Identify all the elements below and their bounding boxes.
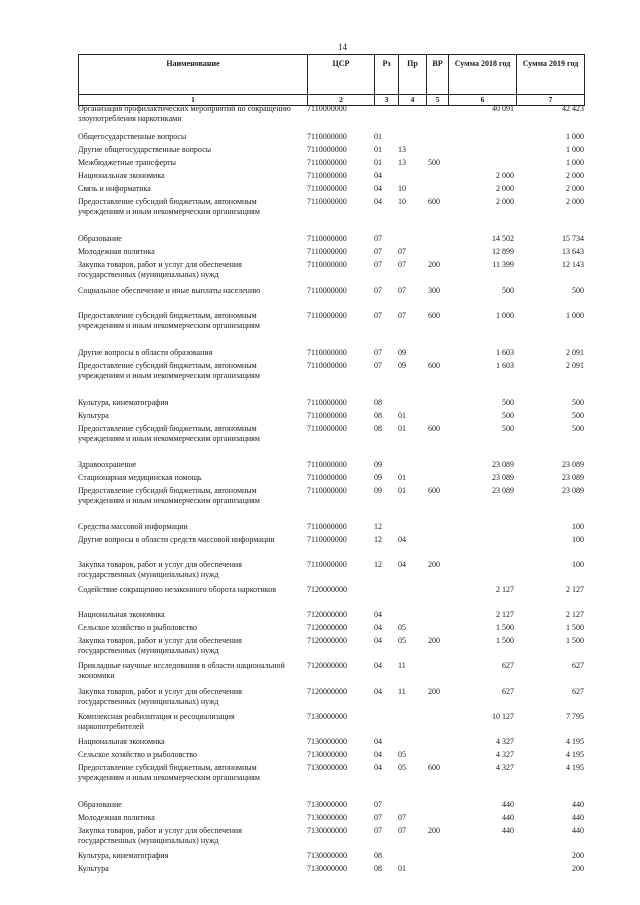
cell-rz: 01: [374, 132, 382, 141]
cell-pr: 01: [398, 473, 406, 482]
cell-pr: 07: [398, 286, 406, 295]
cell-rz: 01: [374, 158, 382, 167]
cell-pr: 01: [398, 864, 406, 873]
cell-s19: 440: [572, 813, 584, 822]
cell-rz: 04: [374, 763, 382, 772]
cell-name: Закупка товаров, работ и услуг для обеспечения государственных (муниципальных) нужд: [78, 687, 242, 706]
cell-pr: 01: [398, 411, 406, 420]
cell-csr: 7110000000: [307, 560, 347, 569]
cell-name: Сельское хозяйство и рыболовство: [78, 623, 198, 632]
cell-name: Культура: [78, 411, 109, 420]
cell-csr: 7110000000: [307, 348, 347, 357]
cell-s18: 440: [502, 813, 514, 822]
cell-vr: 600: [428, 486, 440, 495]
cell-s19: 2 091: [566, 348, 584, 357]
cell-pr: 09: [398, 348, 406, 357]
cell-s19: 100: [572, 560, 584, 569]
cell-s19: 4 195: [566, 737, 584, 746]
header-csr: ЦСР: [308, 55, 375, 95]
cell-s18: 2 000: [496, 171, 514, 180]
header-number-2: 2: [308, 95, 375, 106]
cell-csr: 7120000000: [307, 610, 347, 619]
cell-s19: 2 127: [566, 585, 584, 594]
cell-s18: 2 000: [496, 184, 514, 193]
cell-name: Прикладные научные исследования в области национальной экономики: [78, 661, 285, 680]
cell-csr: 7120000000: [307, 687, 347, 696]
cell-rz: 04: [374, 184, 382, 193]
cell-name: Другие вопросы в области образования: [78, 348, 213, 357]
cell-s18: 23 089: [492, 486, 514, 495]
cell-rz: 09: [374, 473, 382, 482]
header-number-1: 1: [79, 95, 308, 106]
cell-pr: 04: [398, 535, 406, 544]
cell-rz: 04: [374, 623, 382, 632]
cell-name: Молодежная политика: [78, 813, 155, 822]
cell-rz: 07: [374, 247, 382, 256]
cell-s19: 1 000: [566, 311, 584, 320]
cell-s18: 1 500: [496, 623, 514, 632]
cell-s19: 440: [572, 800, 584, 809]
cell-vr: 200: [428, 260, 440, 269]
cell-s19: 12 143: [562, 260, 584, 269]
cell-name: Другие вопросы в области средств массовой информации: [78, 535, 275, 544]
cell-s19: 4 195: [566, 750, 584, 759]
cell-s18: 627: [502, 687, 514, 696]
cell-pr: 01: [398, 486, 406, 495]
cell-csr: 7130000000: [307, 864, 347, 873]
cell-s19: 7 795: [566, 712, 584, 721]
cell-rz: 07: [374, 286, 382, 295]
cell-s18: 40 091: [492, 104, 514, 113]
cell-s18: 23 089: [492, 460, 514, 469]
cell-pr: 07: [398, 813, 406, 822]
cell-s19: 200: [572, 851, 584, 860]
cell-s19: 100: [572, 522, 584, 531]
cell-rz: 04: [374, 197, 382, 206]
cell-rz: 07: [374, 348, 382, 357]
cell-name: Межбюджетные трансферты: [78, 158, 176, 167]
cell-s19: 200: [572, 864, 584, 873]
cell-csr: 7110000000: [307, 145, 347, 154]
cell-pr: 05: [398, 636, 406, 645]
cell-s19: 1 000: [566, 132, 584, 141]
cell-s18: 14 502: [492, 234, 514, 243]
cell-s19: 15 734: [562, 234, 584, 243]
cell-s19: 100: [572, 535, 584, 544]
cell-pr: 07: [398, 260, 406, 269]
cell-csr: 7110000000: [307, 460, 347, 469]
cell-s18: 627: [502, 661, 514, 670]
cell-csr: 7110000000: [307, 522, 347, 531]
cell-name: Культура: [78, 864, 109, 873]
cell-s19: 2 000: [566, 197, 584, 206]
cell-name: Здравоохранение: [78, 460, 137, 469]
page-number: 14: [338, 42, 347, 52]
cell-name: Закупка товаров, работ и услуг для обеспечения государственных (муниципальных) нужд: [78, 826, 242, 845]
cell-pr: 11: [398, 687, 406, 696]
header-sum-2019: Сумма 2019 год: [517, 55, 585, 95]
cell-csr: 7110000000: [307, 535, 347, 544]
cell-name: Предоставление субсидий бюджетным, автономным учреждениям и иным некоммерческим организациям: [78, 311, 260, 330]
cell-rz: 04: [374, 687, 382, 696]
cell-name: Предоставление субсидий бюджетным, автономным учреждениям и иным некоммерческим организациям: [78, 197, 260, 216]
cell-s19: 23 089: [562, 486, 584, 495]
header-rz: Рз: [375, 55, 399, 95]
cell-csr: 7110000000: [307, 311, 347, 320]
cell-csr: 7130000000: [307, 851, 347, 860]
cell-s18: 11 399: [492, 260, 514, 269]
cell-s18: 2 127: [496, 585, 514, 594]
cell-s19: 627: [572, 661, 584, 670]
cell-s19: 1 500: [566, 623, 584, 632]
cell-rz: 07: [374, 260, 382, 269]
cell-s19: 500: [572, 398, 584, 407]
cell-rz: 04: [374, 750, 382, 759]
cell-rz: 12: [374, 522, 382, 531]
cell-csr: 7110000000: [307, 171, 347, 180]
cell-name: Культура, кинематография: [78, 398, 169, 407]
cell-name: Национальная экономика: [78, 737, 165, 746]
cell-rz: 07: [374, 813, 382, 822]
cell-s19: 1 000: [566, 158, 584, 167]
cell-rz: 07: [374, 311, 382, 320]
cell-rz: 07: [374, 361, 382, 370]
cell-name: Закупка товаров, работ и услуг для обеспечения государственных (муниципальных) нужд: [78, 636, 242, 655]
cell-s18: 1 500: [496, 636, 514, 645]
table-header: [78, 54, 584, 103]
cell-vr: 200: [428, 826, 440, 835]
cell-s18: 500: [502, 411, 514, 420]
header-sum-2018: Сумма 2018 год: [449, 55, 517, 95]
cell-rz: 07: [374, 800, 382, 809]
cell-rz: 09: [374, 486, 382, 495]
cell-rz: 07: [374, 826, 382, 835]
cell-name: Средства массовой информации: [78, 522, 188, 531]
cell-s18: 2 127: [496, 610, 514, 619]
cell-name: Стационарная медицинская помощь: [78, 473, 202, 482]
cell-name: Общегосударственные вопросы: [78, 132, 187, 141]
cell-vr: 200: [428, 636, 440, 645]
cell-name: Национальная экономика: [78, 171, 165, 180]
cell-name: Закупка товаров, работ и услуг для обеспечения государственных (муниципальных) нужд: [78, 560, 242, 579]
cell-s18: 4 327: [496, 750, 514, 759]
cell-name: Другие общегосударственные вопросы: [78, 145, 212, 154]
cell-rz: 07: [374, 234, 382, 243]
cell-pr: 01: [398, 424, 406, 433]
header-number-6: 6: [449, 95, 517, 106]
cell-name: Предоставление субсидий бюджетным, автономным учреждениям и иным некоммерческим организациям: [78, 424, 260, 443]
cell-s19: 2 127: [566, 610, 584, 619]
cell-s19: 1 500: [566, 636, 584, 645]
cell-csr: 7110000000: [307, 104, 347, 113]
cell-csr: 7110000000: [307, 473, 347, 482]
header-number-3: 3: [375, 95, 399, 106]
cell-s18: 1 603: [496, 361, 514, 370]
cell-s19: 440: [572, 826, 584, 835]
cell-csr: 7110000000: [307, 486, 347, 495]
cell-s18: 4 327: [496, 763, 514, 772]
cell-rz: 04: [374, 737, 382, 746]
cell-pr: 04: [398, 560, 406, 569]
cell-pr: 10: [398, 197, 406, 206]
cell-name: Сельское хозяйство и рыболовство: [78, 750, 198, 759]
cell-name: Образование: [78, 800, 122, 809]
cell-name: Организация профилактических мероприятий по сокращению злоупотребления наркотиками: [78, 104, 291, 123]
cell-pr: 11: [398, 661, 406, 670]
cell-s18: 500: [502, 286, 514, 295]
cell-csr: 7110000000: [307, 184, 347, 193]
cell-csr: 7110000000: [307, 260, 347, 269]
cell-rz: 08: [374, 424, 382, 433]
cell-csr: 7120000000: [307, 585, 347, 594]
cell-s18: 500: [502, 398, 514, 407]
cell-csr: 7130000000: [307, 712, 347, 721]
cell-pr: 13: [398, 158, 406, 167]
cell-pr: 13: [398, 145, 406, 154]
cell-vr: 200: [428, 560, 440, 569]
cell-s18: 440: [502, 800, 514, 809]
cell-csr: 7120000000: [307, 623, 347, 632]
cell-s19: 13 643: [562, 247, 584, 256]
header-number-4: 4: [399, 95, 427, 106]
cell-s18: 10 127: [492, 712, 514, 721]
header-name: Наименование: [79, 55, 308, 95]
cell-s18: 1 000: [496, 311, 514, 320]
cell-csr: 7130000000: [307, 826, 347, 835]
cell-csr: 7130000000: [307, 737, 347, 746]
cell-s19: 627: [572, 687, 584, 696]
cell-name: Социальное обеспечение и иные выплаты населению: [78, 286, 261, 295]
cell-vr: 600: [428, 197, 440, 206]
cell-csr: 7120000000: [307, 636, 347, 645]
cell-vr: 300: [428, 286, 440, 295]
cell-name: Образование: [78, 234, 122, 243]
cell-rz: 08: [374, 851, 382, 860]
cell-csr: 7110000000: [307, 411, 347, 420]
cell-rz: 08: [374, 864, 382, 873]
cell-name: Предоставление субсидий бюджетным, автономным учреждениям и иным некоммерческим организациям: [78, 763, 260, 782]
cell-name: Связь и информатика: [78, 184, 151, 193]
header-number-5: 5: [427, 95, 449, 106]
cell-vr: 600: [428, 361, 440, 370]
cell-pr: 05: [398, 623, 406, 632]
header-pr: Пр: [399, 55, 427, 95]
cell-csr: 7120000000: [307, 661, 347, 670]
cell-s19: 23 089: [562, 473, 584, 482]
cell-rz: 04: [374, 661, 382, 670]
cell-s18: 4 327: [496, 737, 514, 746]
cell-s18: 12 899: [492, 247, 514, 256]
cell-rz: 04: [374, 610, 382, 619]
cell-csr: 7130000000: [307, 800, 347, 809]
cell-rz: 01: [374, 145, 382, 154]
cell-name: Национальная экономика: [78, 610, 165, 619]
cell-rz: 09: [374, 460, 382, 469]
cell-vr: 600: [428, 424, 440, 433]
cell-csr: 7110000000: [307, 132, 347, 141]
cell-pr: 07: [398, 247, 406, 256]
cell-csr: 7110000000: [307, 197, 347, 206]
cell-name: Молодежная политика: [78, 247, 155, 256]
cell-rz: 08: [374, 398, 382, 407]
cell-csr: 7130000000: [307, 813, 347, 822]
cell-s19: 42 423: [562, 104, 584, 113]
cell-pr: 10: [398, 184, 406, 193]
cell-s19: 2 000: [566, 184, 584, 193]
cell-s19: 2 091: [566, 361, 584, 370]
cell-s19: 500: [572, 411, 584, 420]
header-vr: ВР: [427, 55, 449, 95]
cell-vr: 200: [428, 687, 440, 696]
cell-s19: 4 195: [566, 763, 584, 772]
cell-name: Закупка товаров, работ и услуг для обеспечения государственных (муниципальных) нужд: [78, 260, 242, 279]
cell-s18: 440: [502, 826, 514, 835]
cell-csr: 7110000000: [307, 234, 347, 243]
cell-rz: 12: [374, 560, 382, 569]
cell-csr: 7110000000: [307, 158, 347, 167]
cell-s18: 2 000: [496, 197, 514, 206]
cell-vr: 600: [428, 763, 440, 772]
cell-csr: 7130000000: [307, 763, 347, 772]
cell-vr: 500: [428, 158, 440, 167]
cell-pr: 09: [398, 361, 406, 370]
cell-rz: 08: [374, 411, 382, 420]
cell-csr: 7130000000: [307, 750, 347, 759]
cell-csr: 7110000000: [307, 398, 347, 407]
cell-s19: 2 000: [566, 171, 584, 180]
cell-s19: 23 089: [562, 460, 584, 469]
cell-pr: 05: [398, 763, 406, 772]
cell-s19: 500: [572, 286, 584, 295]
cell-s18: 23 089: [492, 473, 514, 482]
cell-csr: 7110000000: [307, 286, 347, 295]
cell-name: Предоставление субсидий бюджетным, автономным учреждениям и иным некоммерческим организациям: [78, 486, 260, 505]
cell-s18: 500: [502, 424, 514, 433]
cell-name: Комплексная реабилитация и ресоциализация наркопотребителей: [78, 712, 235, 731]
cell-name: Предоставление субсидий бюджетным, автономным учреждениям и иным некоммерческим организациям: [78, 361, 260, 380]
cell-pr: 05: [398, 750, 406, 759]
header-number-7: 7: [517, 95, 585, 106]
cell-s19: 1 000: [566, 145, 584, 154]
cell-rz: 04: [374, 636, 382, 645]
cell-s18: 1 603: [496, 348, 514, 357]
cell-vr: 600: [428, 311, 440, 320]
cell-rz: 12: [374, 535, 382, 544]
cell-name: Культура, кинематография: [78, 851, 169, 860]
cell-csr: 7110000000: [307, 247, 347, 256]
cell-pr: 07: [398, 826, 406, 835]
cell-csr: 7110000000: [307, 361, 347, 370]
cell-csr: 7110000000: [307, 424, 347, 433]
cell-s19: 500: [572, 424, 584, 433]
cell-rz: 04: [374, 171, 382, 180]
cell-pr: 07: [398, 311, 406, 320]
cell-name: Содействие сокращению незаконного оборота наркотиков: [78, 585, 277, 594]
